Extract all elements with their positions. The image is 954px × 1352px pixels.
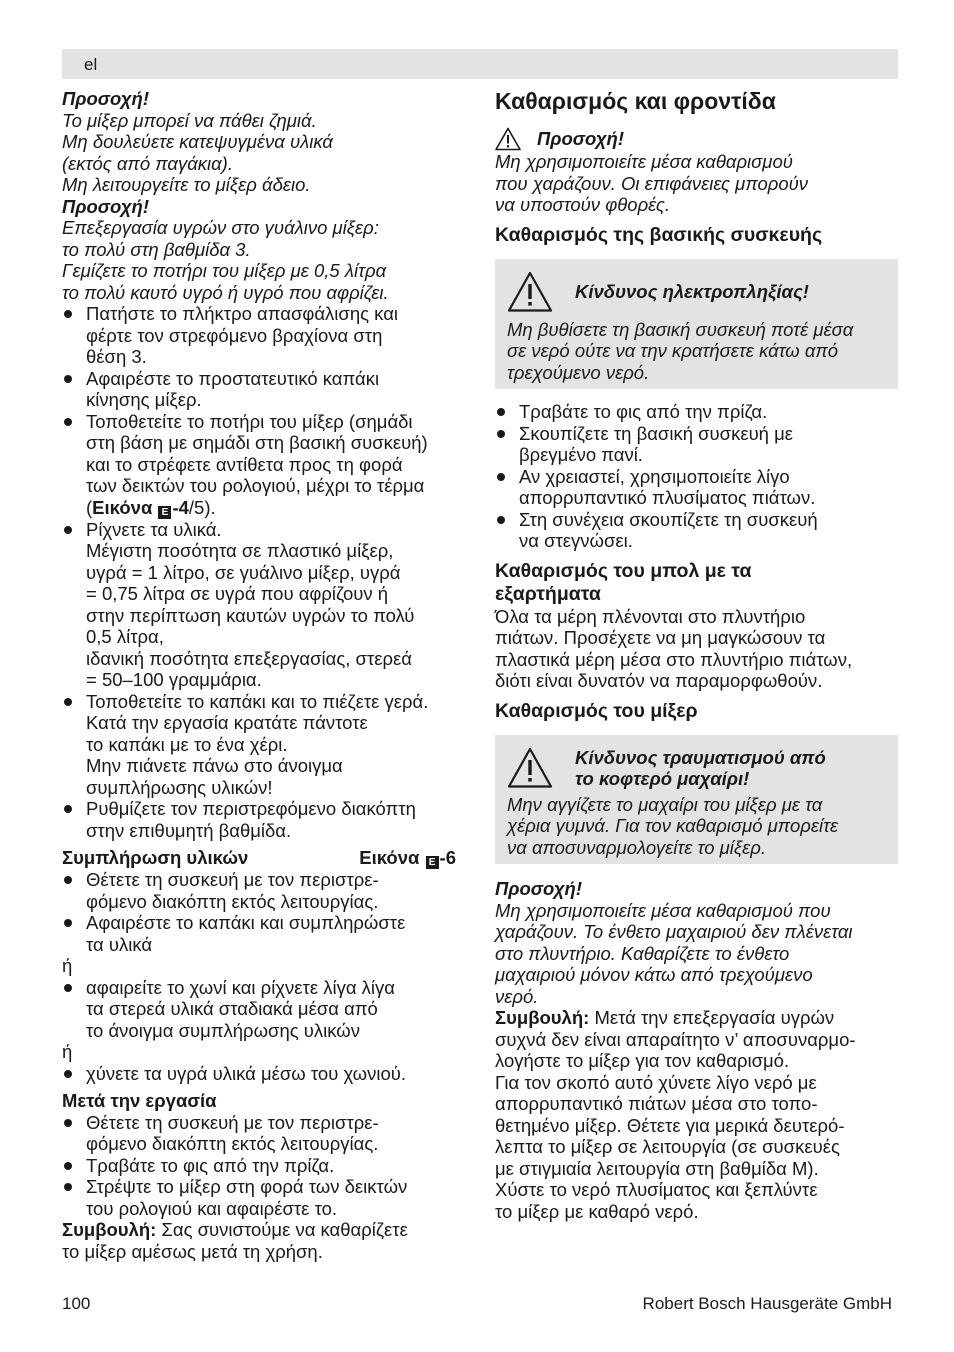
figure-icon: E	[426, 856, 439, 869]
electric-shock-warning	[495, 259, 898, 390]
list-item-text: Τοποθετείτε το ποτήρι του μίξερ (σημάδι στη βάση με σημάδι στη βασική συσκευή) και το στρέφετε αντίθετα προς τη φορά των δεικτών του ρολογιού, μέχρι το τέρμα	[86, 410, 428, 496]
caution-text: Μη χρησιμοποιείτε μέσα καθαρισμού που χαράζουν. Οι επιφάνειες μπορούν να υποστούν φθορές.	[495, 151, 809, 215]
section-heading: Μετά την εργασία	[62, 1090, 217, 1111]
body-text: Όλα τα μέρη πλένονται στο πλυντήριο πιάτων. Προσέχετε να μη μαγκώσουν τα πλαστικά μέρη μέσα στο πλυντήριο πιάτων, διότι είναι δυνατόν να παραμορφωθούν.	[495, 605, 853, 691]
list-item: Στη συνέχεια σκουπίζετε τη συσκευή να στεγνώσει.	[495, 509, 898, 552]
list-item: Τοποθετείτε το καπάκι και το πιέζετε γερά. Κατά την εργασία κρατάτε πάντοτε το καπάκι με το ένα χέρι. Μην πιάνετε πάνω στο άνοιγμα συμπλήρωσης υλικών!	[62, 691, 468, 799]
list-item: Αν χρειαστεί, χρησιμοποιείτε λίγο απορρυπαντικό πλυσίματος πιάτων.	[495, 466, 898, 509]
list-item: χύνετε τα υγρά υλικά μέσω του χωνιού.	[62, 1063, 468, 1085]
warning-text: Μη βυθίσετε τη βασική συσκευή ποτέ μέσα σε νερό ούτε να την κρατήσετε κάτω από τρεχούμενο νερό.	[507, 318, 854, 383]
caution-title: Προσοχή!	[62, 195, 149, 217]
figure-ref: Εικόνα E -4	[92, 496, 189, 518]
warning-title: Κίνδυνος τραυματισμού από το κοφτερό μαχαίρι!	[575, 746, 826, 789]
list-item: Θέτετε τη συσκευή με τον περιστρε- φόμενο διακόπτη εκτός λειτουργίας.	[62, 1112, 468, 1155]
section-heading: Καθαρισμός της βασικής συσκευής	[495, 223, 823, 246]
list-item: Ρίχνετε τα υλικά. Μέγιστη ποσότητα σε πλαστικό μίξερ, υγρά = 1 λίτρο, σε γυάλινο μίξερ, υγρά = 0,75 λίτρα σε υγρά που αφρίζουν ή στην περίπτωση καυτών υγρών το πολύ 0,5 λίτρα, ιδανική ποσότητα επεξεργασίας, στερεά = 50–100 γραμμάρια.	[62, 519, 468, 691]
list-item: Τραβάτε το φις από την πρίζα.	[495, 401, 898, 423]
list-item: Θέτετε τη συσκευή με τον περιστρε- φόμενο διακόπτη εκτός λειτουργίας.	[62, 869, 468, 912]
caution-text: Το μίξερ μπορεί να πάθει ζημιά. Μη δουλεύετε κατεψυγμένα υλικά (εκτός από παγάκια). Μη λειτουργείτε το μίξερ άδειο.	[62, 109, 333, 195]
caution-text: Μη χρησιμοποιείτε μέσα καθαρισμού που χαράζουν. Το ένθετο μαχαιριού δεν πλένεται στο πλυντήριο. Καθαρίζετε το ένθετο μαχαιριού μόνον κάτω από τρεχούμενο νερό.	[495, 899, 853, 1007]
list-item: Ρυθμίζετε τον περιστρεφόμενο διακόπτη στην επιθυμητή βαθμίδα.	[62, 798, 468, 841]
list-item: Τοποθετείτε το ποτήρι του μίξερ (σημάδι στη βάση με σημάδι στη βασική συσκευή) και το στρέφετε αντίθετα προς τη φορά των δεικτών του ρολογιού, μέχρι το τέρμα (Εικόνα E -4/5).	[62, 411, 468, 519]
page-title: Καθαρισμός και φροντίδα	[495, 88, 776, 114]
tip-paragraph	[495, 1007, 898, 1222]
page-number: 100	[62, 1294, 91, 1313]
tip-paragraph	[62, 1219, 468, 1262]
list-item: Αφαιρέστε το προστατευτικό καπάκι κίνησης μίξερ.	[62, 368, 468, 411]
list-item: Στρέψτε το μίξερ στη φορά των δεικτών του ρολογιού και αφαιρέστε το.	[62, 1176, 468, 1219]
caution-text: Επεξεργασία υγρών στο γυάλινο μίξερ: το πολύ στη βαθμίδα 3. Γεμίζετε το ποτήρι του μίξερ με 0,5 λίτρα το πολύ καυτό υγρό ή υγρό που αφρίζει.	[62, 217, 389, 303]
fill-heading-row	[62, 847, 468, 869]
warning-title: Κίνδυνος ηλεκτροπληξίας!	[575, 280, 809, 302]
section-heading: Συμπλήρωση υλικών	[62, 847, 249, 868]
tip-label: Συμβουλή:	[62, 1219, 157, 1240]
fill-steps	[62, 869, 468, 955]
figure-ref: Εικόνα E -6	[359, 847, 456, 868]
list-item: Σκουπίζετε τη βασική συσκευή με βρεγμένο πανί.	[495, 423, 898, 466]
language-bar	[62, 49, 898, 79]
injury-warning	[495, 735, 898, 865]
caution-title: Προσοχή!	[495, 878, 582, 899]
warning-icon	[507, 747, 553, 789]
warning-icon	[507, 271, 553, 313]
caution-title: Προσοχή!	[537, 128, 624, 150]
list-item: Πατήστε το πλήκτρο απασφάλισης και φέρτε τον στρεφόμενο βραχίονα στη θέση 3.	[62, 303, 468, 368]
tip-text: Σας συνιστούμε να καθαρίζετε το μίξερ αμέσως μετά τη χρήση.	[62, 1219, 408, 1262]
list-item: Τραβάτε το φις από την πρίζα.	[62, 1155, 468, 1177]
figure-icon: E	[158, 506, 171, 519]
after-steps	[62, 1112, 468, 1220]
right-column	[495, 88, 898, 1222]
caution-title: Προσοχή!	[62, 88, 149, 109]
section-heading: Καθαρισμός του μπολ με τα εξαρτήματα	[495, 559, 752, 605]
list-item: Αφαιρέστε το καπάκι και συμπληρώστε τα υλικά	[62, 912, 468, 955]
warning-icon	[495, 127, 521, 151]
footer-company: Robert Bosch Hausgeräte GmbH	[642, 1294, 892, 1313]
section-heading: Καθαρισμός του μίξερ	[495, 699, 698, 722]
caution-head	[495, 127, 898, 151]
or-text: ή	[62, 1041, 73, 1062]
warning-text: Μην αγγίζετε το μαχαίρι του μίξερ με τα χέρια γυμνά. Για τον καθαρισμό μπορείτε να αποσυναρμολογείτε το μίξερ.	[507, 793, 839, 858]
tip-text: Μετά την επεξεργασία υγρών συχνά δεν είναι απαραίτητο ν’ αποσυναρμο- λογήστε το μίξερ για τον καθαρισμό. Για τον σκοπό αυτό χύνετε λίγο νερό με απορρυπαντικό πιάτων μέσα στο τοπο- θετημένο μίξερ. Θέτετε για μερικά δευτερό- λεπτα το μίξερ σε λειτουργία (σε συσκευές με στιγμιαία λειτουργία στη βαθμίδα M). Χύστε το νερό πλυσίματος και ξεπλύντε το μίξερ με καθαρό νερό.	[495, 1007, 856, 1222]
tip-label: Συμβουλή:	[495, 1007, 590, 1028]
or-text: ή	[62, 955, 73, 976]
language-code: el	[84, 55, 98, 74]
operation-steps	[62, 303, 468, 841]
base-cleaning-steps	[495, 401, 898, 552]
list-item: αφαιρείτε το χωνί και ρίχνετε λίγα λίγα τα στερεά υλικά σταδιακά μέσα από το άνοιγμα συμπλήρωσης υλικών	[62, 977, 468, 1042]
left-column	[62, 88, 468, 1262]
